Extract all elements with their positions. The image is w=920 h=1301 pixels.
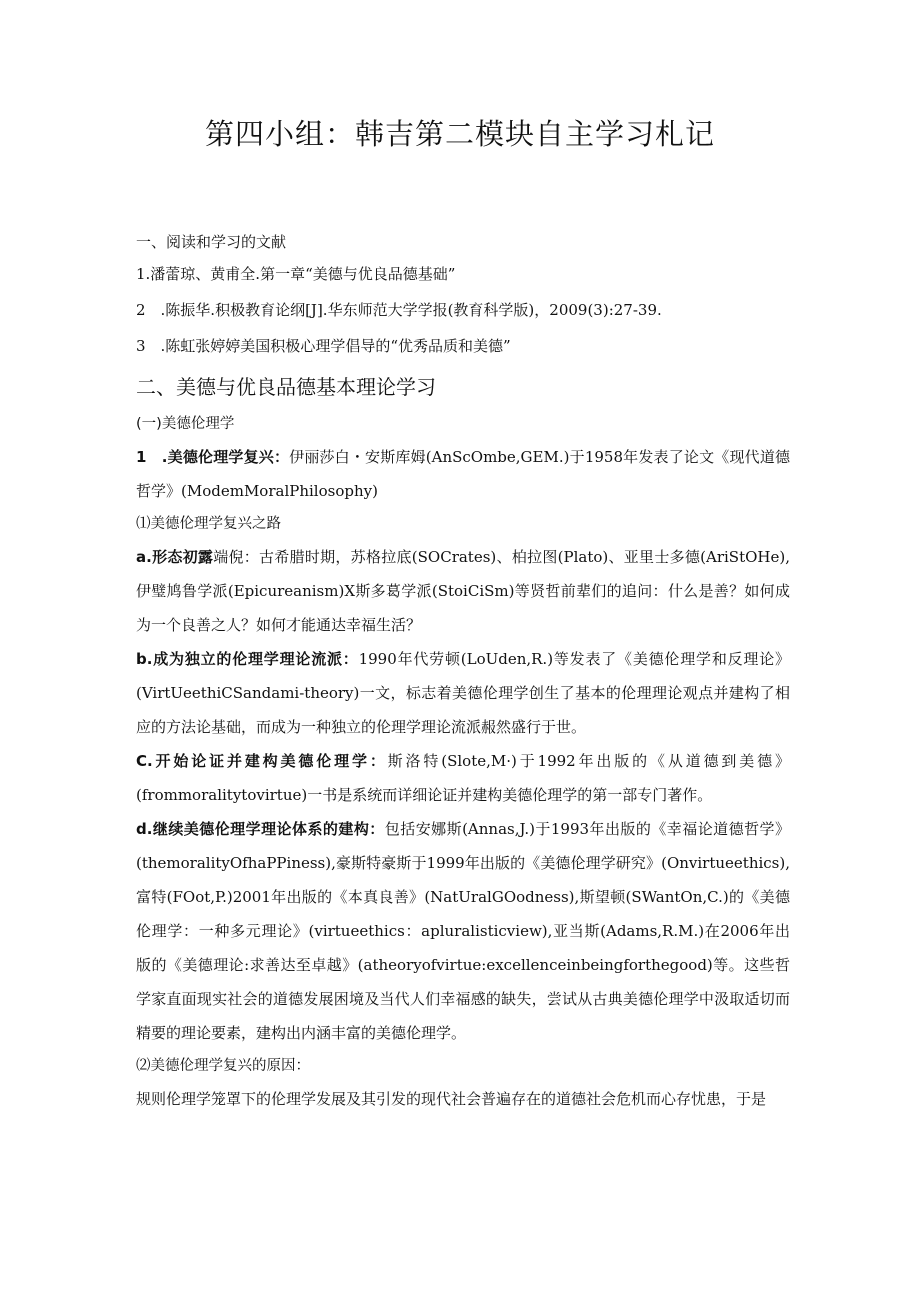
section2-heading: 二、美德与优良品德基本理论学习 <box>136 375 436 399</box>
subsection-virtue-ethics: (一)美德伦理学 <box>136 416 235 432</box>
reference-item: 2 .陈振华.积极教育论纲[J].华东师范大学学报(教育科学版)，2009(3):27-39. <box>136 301 662 319</box>
subsection-revival-road: ⑴美德伦理学复兴之路 <box>136 516 281 532</box>
section1-heading: 一、阅读和学习的文献 <box>136 233 287 251</box>
item-a-paragraph <box>136 540 790 642</box>
item-a-text: 端倪：古希腊时期，苏格拉底(SOCrates)、柏拉图(Plato)、亚里士多德(AriStOHe),伊璧鸠鲁学派(Epicureanism)X斯多葛学派(StoiCiSm)等贤哲前辈们的追问：什么是善？如何成为一个良善之人？如何才能通达幸福生活？ <box>136 548 790 634</box>
reference-list <box>136 258 790 362</box>
item1-paragraph <box>136 440 790 508</box>
document-body <box>136 226 790 1116</box>
document-title: 第四小组：韩吉第二模块自主学习札记 <box>204 117 715 151</box>
item-c-text: 斯洛特(Slote,M·)于1992年出版的《从道德到美德》(frommoralitytovirtue)一书是系统而详细论证并建构美德伦理学的第一部专门著作。 <box>136 752 790 804</box>
item-c-paragraph <box>136 744 790 812</box>
item-b-label: b.成为独立的伦理学理论流派： <box>136 650 359 668</box>
item1-text: 伊丽莎白・安斯库姆(AnScOmbe,GEM.)于1958年发表了论文《现代道德哲学》(ModemMoralPhilosophy) <box>136 448 790 500</box>
item-b-paragraph <box>136 642 790 744</box>
reference-item: 3 .陈虹张婷婷美国积极心理学倡导的“优秀品质和美德” <box>136 337 511 355</box>
item-d-paragraph <box>136 812 790 1050</box>
item1-label: 1 .美德伦理学复兴： <box>136 448 290 466</box>
reference-item: 1.潘蕾琼、黄甫全.第一章“美德与优良品德基础” <box>136 265 456 283</box>
item-d-label: d.继续美德伦理学理论体系的建构： <box>136 820 385 838</box>
reason-paragraph: 规则伦理学笼罩下的伦理学发展及其引发的现代社会普遍存在的道德社会危机而心存忧患，于是 <box>136 1090 767 1108</box>
subsection-revival-reason: ⑵美德伦理学复兴的原因： <box>136 1058 310 1074</box>
item-d-text: 包括安娜斯(Annas,J.)于1993年出版的《幸福论道德哲学》(themoralityOfhaPPiness),豪斯特豪斯于1999年出版的《美德伦理学研究》(Onvirtueethics),富特(FOot,P.)2001年出版的《本真良善》(NatUralGOodness),斯望顿(SWantOn,C.)的《美德伦理学：一种多元理论》(virtueethics：apluralisticview),亚当斯(Adams,R.M.)在2006年出版的《美德理论:求善达至卓越》(atheoryofvirtue:excellenceinbeingforthegood)等。这些哲学家直面现实社会的道德发展困境及当代人们幸福感的缺失，尝试从古典美德伦理学中汲取适切而精要的理论要素，建构出内涵丰富的美德伦理学。 <box>136 820 791 1042</box>
item-c-label: C.开始论证并建构美德伦理学： <box>136 752 388 770</box>
item-a-label: a.形态初露 <box>136 548 214 566</box>
item-b-text: 1990年代劳顿(LoUden,R.)等发表了《美德伦理学和反理论》(VirtUeethiCSandami-theory)一文，标志着美德伦理学创生了基本的伦理理论观点并建构了相应的方法论基础，而成为一种独立的伦理学理论流派赧然盛行于世。 <box>136 650 791 736</box>
